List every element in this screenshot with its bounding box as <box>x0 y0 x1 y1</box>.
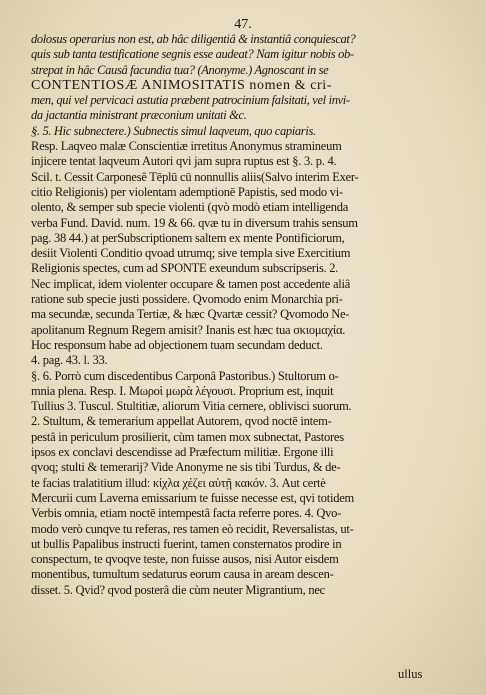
text-line: strepat in hâc Causâ facundia tua? (Anonyme.) Agnoscant in se <box>31 62 329 77</box>
text-line: monentibus, tumultum sedaturus eorum causa in aream descen- <box>31 567 334 582</box>
text-line: ut bullis Papalibus instructi fuerint, tamen consternatos prodire in <box>31 536 342 551</box>
text-line: §. 6. Porrò cum discedentibus Carponâ Pastoribus.) Stultorum o- <box>31 368 339 383</box>
text-line: 4. pag. 43. l. 33. <box>31 353 108 368</box>
text-line: ipsos ex conclavi descendisse ad Præfectum militiæ. Ergone illi <box>31 445 334 460</box>
text-line: Resp. Laqveo malæ Conscientiæ irretitus Anonymus stramineum <box>31 139 342 154</box>
catchword: ullus <box>398 667 423 681</box>
page-number: 47. <box>234 17 252 32</box>
text-line: pestâ in periculum prosilierit, cùm tamen mox subnectat, Pastores <box>31 429 344 444</box>
text-line: da jactantia ministrant præconium unitati &c. <box>31 108 247 123</box>
text-line: Hoc responsum habe ad objectionem tuam secundam deduct. <box>31 337 323 352</box>
text-line: pag. 38 44.) at perSubscriptionem saltem ex mente Pontificiorum, <box>31 230 345 245</box>
text-line: verba Fund. David. num. 19 & 66. qvæ tu in diversum trahis sensum <box>31 215 358 230</box>
text-line: olento, & semper sub specie violenti (qvò modò etiam intelligenda <box>31 200 349 215</box>
text-line: disset. 5. Qvid? qvod posterâ die cùm neuter Migrantium, nec <box>31 582 325 597</box>
text-line: Scil. t. Cessit Carponesê Tēplū cū nonnullis aliis(Salvo interim Exer- <box>31 169 359 184</box>
text-line: §. 5. Hic subnectere.) Subnectis simul laqveum, quo capiaris. <box>31 123 316 138</box>
text-line: qvoq; stulti & temerarij? Vide Anonyme ne sis tibi Turdus, & de- <box>31 460 341 475</box>
text-line: CONTENTIOSÆ ANIMOSITATIS nomen & cri- <box>31 77 333 93</box>
text-line: ma secundæ, secunda Tertiæ, & hæc Qvartæ cessit? Qvomodo Ne- <box>31 307 350 322</box>
text-line: Nec implicat, idem violenter occupare & tamen post accedente aliâ <box>31 276 351 291</box>
text-line: ratione sub specie justi possidere. Qvomodo enim Monarchia pri- <box>31 292 343 307</box>
text-line: Mercurii cum Laverna emissarium te fuisse necesse est, qvi totidem <box>31 490 354 505</box>
text-line: mnia plena. Resp. I. Μωροὶ μωρὰ λέγουσι. Proprium est, inquit <box>31 383 334 398</box>
text-line: injicere tentat laqveum Autori qvi jam supra ruptus est §. 3. p. 4. <box>31 154 337 169</box>
text-line: citio Religionis) per violentam ademptionē Papistis, sed modo vi- <box>31 184 343 199</box>
text-line: modo verò cunqve tu referas, res tamen eò recidit, Reversalistas, ut- <box>31 521 354 536</box>
text-line: quis sub tanta testificatione segnis esse audeat? Nam igitur nobis ob- <box>31 47 354 62</box>
text-line: Religionis spectes, cum ad SPONTE exeundum subscripseris. 2. <box>31 261 339 276</box>
text-body <box>31 32 461 598</box>
text-line: desiit Violenti Conditio qvoad utrumq; sive templa sive Exercitium <box>31 246 351 261</box>
text-line: dolosus operarius non est, ab hâc diligentiâ & instantiâ conquiescat? <box>31 32 356 46</box>
text-line: 2. Stultum, & temerarium appellat Autorem, qvod noctē intem- <box>31 414 332 429</box>
text-line: Verbis omnia, etiam noctē intempestâ facta referre pores. 4. Qvo- <box>31 506 342 521</box>
text-line: te facias tralatitium illud: κίχλα χέζει αὑτῇ κακόν. 3. Aut certè <box>31 475 326 490</box>
text-line: apolitanum Regnum Regem amisit? Inanis est hæc tua σκιομαχία. <box>31 322 346 337</box>
text-line: Tullius 3. Tuscul. Stultitiæ, aliorum Vitia cernere, oblivisci suorum. <box>31 399 352 414</box>
text-line: conspectum, te qvoqve teste, non fuisse ausos, nisi Autor eisdem <box>31 552 339 567</box>
text-line: men, qui vel pervicaci astutia præbent patrocinium falsitati, vel invi- <box>31 93 350 108</box>
